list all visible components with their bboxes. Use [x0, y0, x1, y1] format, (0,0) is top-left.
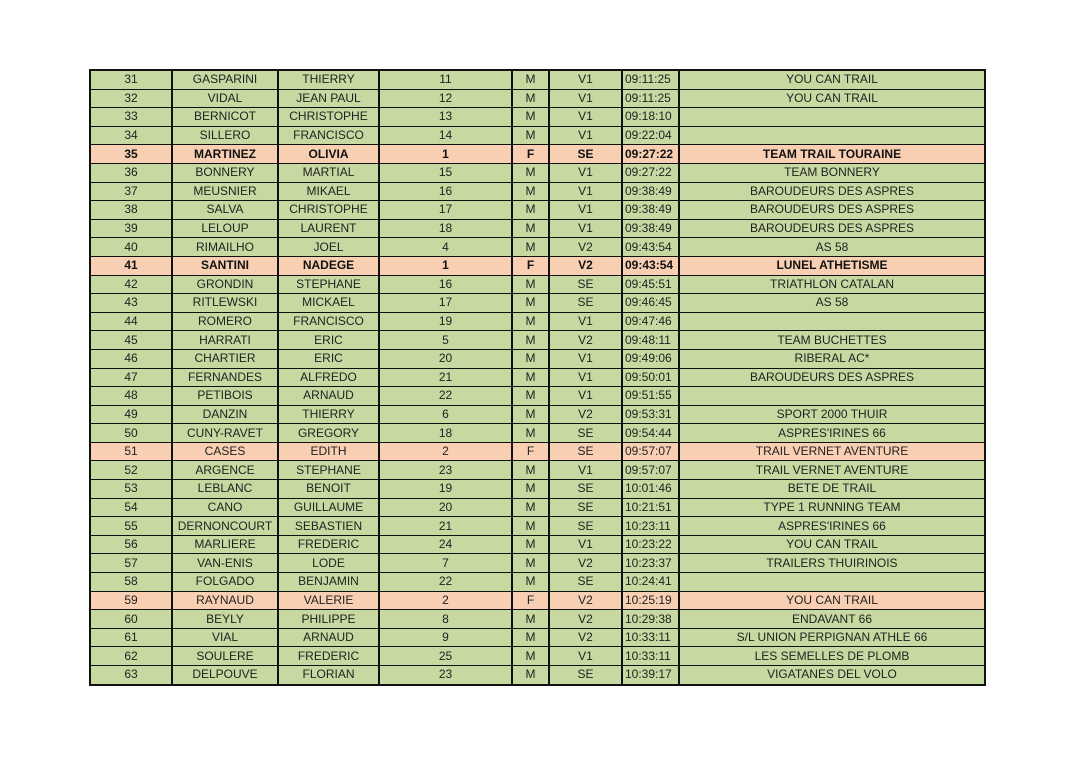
place-cell: 45: [90, 331, 172, 350]
place-cell: 37: [90, 182, 172, 201]
last-name-cell: SOULERE: [172, 647, 278, 666]
category-rank-cell: 1: [379, 256, 512, 275]
category-rank-cell: 1: [379, 145, 512, 164]
place-cell: 58: [90, 573, 172, 592]
last-name-cell: GASPARINI: [172, 70, 278, 89]
first-name-cell: ARNAUD: [278, 628, 379, 647]
last-name-cell: DERNONCOURT: [172, 517, 278, 536]
table-row: [90, 647, 985, 666]
time-cell: 10:33:11: [622, 628, 679, 647]
place-cell: 53: [90, 480, 172, 499]
category-rank-cell: 22: [379, 387, 512, 406]
last-name-cell: VIAL: [172, 628, 278, 647]
place-cell: 43: [90, 294, 172, 313]
club-cell: TEAM BUCHETTES: [679, 331, 985, 350]
table-row: [90, 349, 985, 368]
club-cell: YOU CAN TRAIL: [679, 591, 985, 610]
category-rank-cell: 16: [379, 275, 512, 294]
place-cell: 42: [90, 275, 172, 294]
time-cell: 10:21:51: [622, 498, 679, 517]
category-rank-cell: 4: [379, 238, 512, 257]
table-row: [90, 480, 985, 499]
time-cell: 09:51:55: [622, 387, 679, 406]
club-cell: BAROUDEURS DES ASPRES: [679, 219, 985, 238]
place-cell: 48: [90, 387, 172, 406]
sex-cell: M: [512, 89, 549, 108]
club-cell: YOU CAN TRAIL: [679, 89, 985, 108]
table-row: [90, 424, 985, 443]
last-name-cell: PETIBOIS: [172, 387, 278, 406]
sex-cell: M: [512, 275, 549, 294]
first-name-cell: VALERIE: [278, 591, 379, 610]
category-cell: V1: [549, 89, 622, 108]
place-cell: 46: [90, 349, 172, 368]
category-rank-cell: 5: [379, 331, 512, 350]
sex-cell: F: [512, 591, 549, 610]
club-cell: [679, 573, 985, 592]
club-cell: LES SEMELLES DE PLOMB: [679, 647, 985, 666]
category-rank-cell: 17: [379, 294, 512, 313]
table-row: [90, 387, 985, 406]
sex-cell: M: [512, 610, 549, 629]
first-name-cell: BENOIT: [278, 480, 379, 499]
time-cell: 09:38:49: [622, 219, 679, 238]
place-cell: 54: [90, 498, 172, 517]
first-name-cell: GUILLAUME: [278, 498, 379, 517]
sex-cell: M: [512, 535, 549, 554]
club-cell: TYPE 1 RUNNING TEAM: [679, 498, 985, 517]
time-cell: 10:25:19: [622, 591, 679, 610]
club-cell: TRAILERS THUIRINOIS: [679, 554, 985, 573]
club-cell: TRIATHLON CATALAN: [679, 275, 985, 294]
table-row: [90, 312, 985, 331]
time-cell: 09:48:11: [622, 331, 679, 350]
club-cell: S/L UNION PERPIGNAN ATHLE 66: [679, 628, 985, 647]
place-cell: 39: [90, 219, 172, 238]
last-name-cell: SILLERO: [172, 126, 278, 145]
last-name-cell: VAN-ENIS: [172, 554, 278, 573]
sex-cell: M: [512, 405, 549, 424]
place-cell: 61: [90, 628, 172, 647]
time-cell: 09:46:45: [622, 294, 679, 313]
club-cell: BAROUDEURS DES ASPRES: [679, 182, 985, 201]
category-cell: V1: [549, 461, 622, 480]
last-name-cell: SALVA: [172, 201, 278, 220]
results-body: [90, 70, 985, 685]
table-row: [90, 517, 985, 536]
category-cell: V1: [549, 70, 622, 89]
category-cell: V1: [549, 126, 622, 145]
first-name-cell: THIERRY: [278, 405, 379, 424]
time-cell: 09:43:54: [622, 238, 679, 257]
club-cell: RIBERAL AC*: [679, 349, 985, 368]
first-name-cell: MARTIAL: [278, 163, 379, 182]
category-cell: SE: [549, 145, 622, 164]
first-name-cell: OLIVIA: [278, 145, 379, 164]
first-name-cell: GREGORY: [278, 424, 379, 443]
category-rank-cell: 21: [379, 517, 512, 536]
club-cell: TEAM BONNERY: [679, 163, 985, 182]
club-cell: TRAIL VERNET AVENTURE: [679, 461, 985, 480]
first-name-cell: PHILIPPE: [278, 610, 379, 629]
club-cell: [679, 126, 985, 145]
club-cell: TEAM TRAIL TOURAINE: [679, 145, 985, 164]
time-cell: 10:29:38: [622, 610, 679, 629]
sex-cell: M: [512, 331, 549, 350]
sex-cell: M: [512, 349, 549, 368]
last-name-cell: BEYLY: [172, 610, 278, 629]
category-cell: SE: [549, 442, 622, 461]
time-cell: 09:38:49: [622, 201, 679, 220]
place-cell: 31: [90, 70, 172, 89]
sex-cell: M: [512, 554, 549, 573]
category-cell: SE: [549, 275, 622, 294]
last-name-cell: CUNY-RAVET: [172, 424, 278, 443]
time-cell: 09:57:07: [622, 461, 679, 480]
time-cell: 10:23:37: [622, 554, 679, 573]
table-row: [90, 219, 985, 238]
sex-cell: M: [512, 294, 549, 313]
club-cell: BAROUDEURS DES ASPRES: [679, 368, 985, 387]
sex-cell: M: [512, 498, 549, 517]
club-cell: AS 58: [679, 294, 985, 313]
last-name-cell: LELOUP: [172, 219, 278, 238]
sex-cell: M: [512, 628, 549, 647]
sex-cell: M: [512, 70, 549, 89]
category-cell: V1: [549, 647, 622, 666]
club-cell: ASPRES'IRINES 66: [679, 517, 985, 536]
last-name-cell: ROMERO: [172, 312, 278, 331]
last-name-cell: BERNICOT: [172, 108, 278, 127]
first-name-cell: SEBASTIEN: [278, 517, 379, 536]
category-rank-cell: 8: [379, 610, 512, 629]
table-row: [90, 275, 985, 294]
time-cell: 09:50:01: [622, 368, 679, 387]
category-rank-cell: 6: [379, 405, 512, 424]
table-row: [90, 182, 985, 201]
table-row: [90, 610, 985, 629]
sex-cell: M: [512, 387, 549, 406]
time-cell: 09:54:44: [622, 424, 679, 443]
category-rank-cell: 20: [379, 349, 512, 368]
table-row: [90, 628, 985, 647]
table-row: [90, 70, 985, 89]
last-name-cell: MARTINEZ: [172, 145, 278, 164]
first-name-cell: FRANCISCO: [278, 126, 379, 145]
time-cell: 09:49:06: [622, 349, 679, 368]
first-name-cell: LAURENT: [278, 219, 379, 238]
first-name-cell: NADEGE: [278, 256, 379, 275]
category-rank-cell: 23: [379, 666, 512, 685]
club-cell: ENDAVANT 66: [679, 610, 985, 629]
last-name-cell: LEBLANC: [172, 480, 278, 499]
club-cell: ASPRES'IRINES 66: [679, 424, 985, 443]
table-row: [90, 201, 985, 220]
club-cell: LUNEL ATHETISME: [679, 256, 985, 275]
last-name-cell: MEUSNIER: [172, 182, 278, 201]
last-name-cell: RIMAILHO: [172, 238, 278, 257]
club-cell: TRAIL VERNET AVENTURE: [679, 442, 985, 461]
sex-cell: M: [512, 647, 549, 666]
time-cell: 10:33:11: [622, 647, 679, 666]
sex-cell: M: [512, 182, 549, 201]
place-cell: 57: [90, 554, 172, 573]
category-cell: V2: [549, 610, 622, 629]
last-name-cell: FERNANDES: [172, 368, 278, 387]
sex-cell: M: [512, 219, 549, 238]
last-name-cell: FOLGADO: [172, 573, 278, 592]
table-row: [90, 256, 985, 275]
club-cell: [679, 108, 985, 127]
category-cell: SE: [549, 294, 622, 313]
first-name-cell: LODE: [278, 554, 379, 573]
category-cell: V1: [549, 535, 622, 554]
table-row: [90, 368, 985, 387]
category-rank-cell: 25: [379, 647, 512, 666]
time-cell: 09:57:07: [622, 442, 679, 461]
sex-cell: M: [512, 368, 549, 387]
category-cell: V1: [549, 349, 622, 368]
table-row: [90, 331, 985, 350]
last-name-cell: ARGENCE: [172, 461, 278, 480]
first-name-cell: ERIC: [278, 331, 379, 350]
first-name-cell: MIKAEL: [278, 182, 379, 201]
category-rank-cell: 13: [379, 108, 512, 127]
table-row: [90, 535, 985, 554]
table-row: [90, 294, 985, 313]
sex-cell: M: [512, 163, 549, 182]
club-cell: SPORT 2000 THUIR: [679, 405, 985, 424]
last-name-cell: HARRATI: [172, 331, 278, 350]
sex-cell: M: [512, 480, 549, 499]
first-name-cell: STEPHANE: [278, 461, 379, 480]
category-cell: V2: [549, 256, 622, 275]
table-row: [90, 108, 985, 127]
sex-cell: M: [512, 666, 549, 685]
first-name-cell: ARNAUD: [278, 387, 379, 406]
last-name-cell: RITLEWSKI: [172, 294, 278, 313]
category-rank-cell: 18: [379, 219, 512, 238]
category-cell: V2: [549, 628, 622, 647]
time-cell: 09:43:54: [622, 256, 679, 275]
sex-cell: M: [512, 573, 549, 592]
place-cell: 51: [90, 442, 172, 461]
last-name-cell: CASES: [172, 442, 278, 461]
time-cell: 09:53:31: [622, 405, 679, 424]
table-row: [90, 573, 985, 592]
place-cell: 44: [90, 312, 172, 331]
time-cell: 09:22:04: [622, 126, 679, 145]
first-name-cell: THIERRY: [278, 70, 379, 89]
category-rank-cell: 14: [379, 126, 512, 145]
first-name-cell: FREDERIC: [278, 647, 379, 666]
club-cell: BETE DE TRAIL: [679, 480, 985, 499]
first-name-cell: ERIC: [278, 349, 379, 368]
time-cell: 10:01:46: [622, 480, 679, 499]
last-name-cell: BONNERY: [172, 163, 278, 182]
last-name-cell: CANO: [172, 498, 278, 517]
first-name-cell: FRANCISCO: [278, 312, 379, 331]
sex-cell: M: [512, 108, 549, 127]
club-cell: VIGATANES DEL VOLO: [679, 666, 985, 685]
sex-cell: M: [512, 201, 549, 220]
place-cell: 50: [90, 424, 172, 443]
club-cell: YOU CAN TRAIL: [679, 535, 985, 554]
category-rank-cell: 20: [379, 498, 512, 517]
category-rank-cell: 15: [379, 163, 512, 182]
place-cell: 60: [90, 610, 172, 629]
sex-cell: M: [512, 461, 549, 480]
first-name-cell: FREDERIC: [278, 535, 379, 554]
table-row: [90, 498, 985, 517]
last-name-cell: RAYNAUD: [172, 591, 278, 610]
first-name-cell: EDITH: [278, 442, 379, 461]
category-cell: V2: [549, 331, 622, 350]
place-cell: 55: [90, 517, 172, 536]
last-name-cell: SANTINI: [172, 256, 278, 275]
first-name-cell: FLORIAN: [278, 666, 379, 685]
place-cell: 49: [90, 405, 172, 424]
place-cell: 33: [90, 108, 172, 127]
club-cell: AS 58: [679, 238, 985, 257]
table-row: [90, 442, 985, 461]
last-name-cell: GRONDIN: [172, 275, 278, 294]
first-name-cell: BENJAMIN: [278, 573, 379, 592]
place-cell: 62: [90, 647, 172, 666]
table-row: [90, 145, 985, 164]
category-rank-cell: 16: [379, 182, 512, 201]
category-cell: V1: [549, 108, 622, 127]
first-name-cell: ALFREDO: [278, 368, 379, 387]
category-rank-cell: 2: [379, 442, 512, 461]
category-cell: V2: [549, 591, 622, 610]
place-cell: 35: [90, 145, 172, 164]
first-name-cell: JOEL: [278, 238, 379, 257]
category-cell: SE: [549, 480, 622, 499]
category-cell: SE: [549, 424, 622, 443]
club-cell: [679, 312, 985, 331]
table-row: [90, 591, 985, 610]
first-name-cell: JEAN PAUL: [278, 89, 379, 108]
table-row: [90, 554, 985, 573]
category-cell: V1: [549, 163, 622, 182]
category-cell: V2: [549, 405, 622, 424]
category-rank-cell: 7: [379, 554, 512, 573]
category-cell: V1: [549, 201, 622, 220]
category-rank-cell: 12: [379, 89, 512, 108]
category-rank-cell: 24: [379, 535, 512, 554]
category-rank-cell: 17: [379, 201, 512, 220]
last-name-cell: VIDAL: [172, 89, 278, 108]
sex-cell: M: [512, 424, 549, 443]
place-cell: 34: [90, 126, 172, 145]
time-cell: 10:23:22: [622, 535, 679, 554]
club-cell: BAROUDEURS DES ASPRES: [679, 201, 985, 220]
time-cell: 09:11:25: [622, 70, 679, 89]
sex-cell: M: [512, 126, 549, 145]
category-cell: SE: [549, 517, 622, 536]
table-row: [90, 126, 985, 145]
time-cell: 09:47:46: [622, 312, 679, 331]
table-row: [90, 238, 985, 257]
category-cell: SE: [549, 573, 622, 592]
category-cell: V2: [549, 554, 622, 573]
category-cell: V1: [549, 368, 622, 387]
category-rank-cell: 19: [379, 312, 512, 331]
sex-cell: M: [512, 238, 549, 257]
club-cell: [679, 387, 985, 406]
sex-cell: M: [512, 517, 549, 536]
sex-cell: F: [512, 256, 549, 275]
time-cell: 09:27:22: [622, 145, 679, 164]
place-cell: 56: [90, 535, 172, 554]
place-cell: 41: [90, 256, 172, 275]
time-cell: 09:38:49: [622, 182, 679, 201]
table-row: [90, 89, 985, 108]
category-cell: SE: [549, 666, 622, 685]
table-row: [90, 163, 985, 182]
results-table: [89, 69, 986, 686]
category-cell: V1: [549, 387, 622, 406]
last-name-cell: DELPOUVE: [172, 666, 278, 685]
category-rank-cell: 22: [379, 573, 512, 592]
first-name-cell: CHRISTOPHE: [278, 108, 379, 127]
first-name-cell: STEPHANE: [278, 275, 379, 294]
table-row: [90, 461, 985, 480]
first-name-cell: MICKAEL: [278, 294, 379, 313]
last-name-cell: MARLIERE: [172, 535, 278, 554]
category-cell: V1: [549, 312, 622, 331]
time-cell: 09:11:25: [622, 89, 679, 108]
category-rank-cell: 23: [379, 461, 512, 480]
table-row: [90, 666, 985, 685]
category-cell: V2: [549, 238, 622, 257]
category-rank-cell: 21: [379, 368, 512, 387]
place-cell: 52: [90, 461, 172, 480]
place-cell: 63: [90, 666, 172, 685]
club-cell: YOU CAN TRAIL: [679, 70, 985, 89]
time-cell: 09:27:22: [622, 163, 679, 182]
place-cell: 36: [90, 163, 172, 182]
time-cell: 09:45:51: [622, 275, 679, 294]
time-cell: 10:24:41: [622, 573, 679, 592]
last-name-cell: DANZIN: [172, 405, 278, 424]
last-name-cell: CHARTIER: [172, 349, 278, 368]
place-cell: 47: [90, 368, 172, 387]
category-rank-cell: 11: [379, 70, 512, 89]
sex-cell: F: [512, 145, 549, 164]
category-rank-cell: 2: [379, 591, 512, 610]
category-cell: V1: [549, 182, 622, 201]
time-cell: 09:18:10: [622, 108, 679, 127]
time-cell: 10:39:17: [622, 666, 679, 685]
place-cell: 59: [90, 591, 172, 610]
sex-cell: F: [512, 442, 549, 461]
place-cell: 32: [90, 89, 172, 108]
category-cell: V1: [549, 219, 622, 238]
category-cell: SE: [549, 498, 622, 517]
time-cell: 10:23:11: [622, 517, 679, 536]
sex-cell: M: [512, 312, 549, 331]
place-cell: 40: [90, 238, 172, 257]
category-rank-cell: 18: [379, 424, 512, 443]
first-name-cell: CHRISTOPHE: [278, 201, 379, 220]
place-cell: 38: [90, 201, 172, 220]
category-rank-cell: 9: [379, 628, 512, 647]
table-row: [90, 405, 985, 424]
category-rank-cell: 19: [379, 480, 512, 499]
